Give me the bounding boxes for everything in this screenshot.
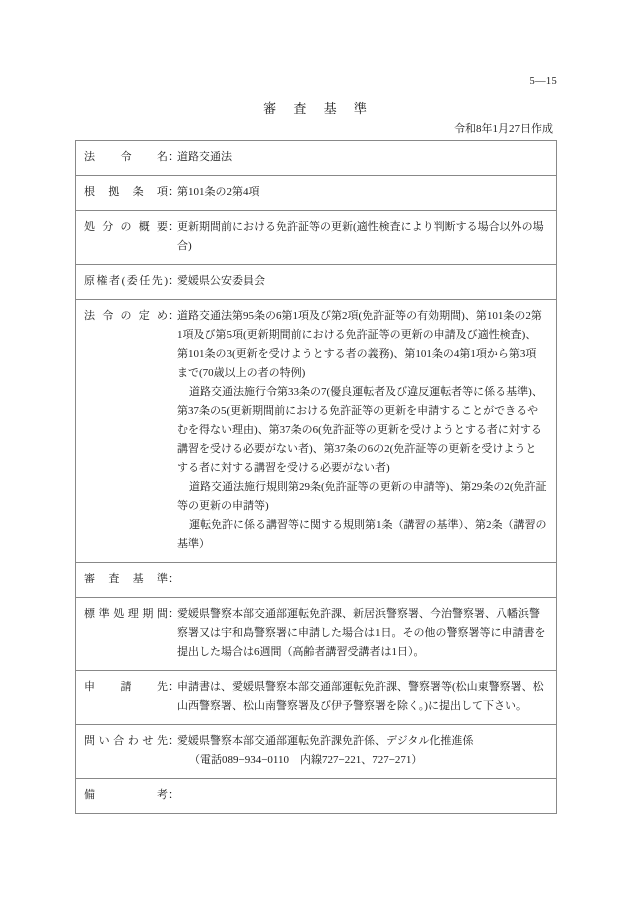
row-colon: ： — [168, 186, 179, 198]
row-label: 法令名 — [84, 151, 168, 163]
row-value — [177, 786, 547, 805]
row-value-paragraph: 運転免許に係る講習等に関する規則第1条（講習の基準）、第2条（講習の基準） — [177, 519, 547, 550]
row-colon: ： — [168, 275, 179, 287]
row-label: 原権者(委任先) — [84, 275, 168, 287]
row-colon: ： — [168, 151, 179, 163]
row-value-paragraph: 愛媛県公安委員会 — [177, 275, 265, 287]
row-value — [177, 218, 547, 256]
row-label: 備考 — [84, 789, 168, 801]
review-standard-table — [75, 140, 557, 814]
row-value-paragraph: 愛媛県警察本部交通部運転免許課、新居浜警察署、今治警察署、八幡浜警察署又は宇和島警察署に申請した場合は1日。その他の警察署等に申請書を提出した場合は6週間（高齢者講習受講者は1日）。 — [177, 608, 546, 658]
row-value — [177, 183, 547, 202]
row-value — [177, 272, 547, 291]
row-value-paragraph: 更新期間前における免許証等の更新(適性検査により判断する場合以外の場合) — [177, 221, 544, 252]
row-value-paragraph: 愛媛県警察本部交通部運転免許課免許係、デジタル化推進係 — [177, 735, 474, 747]
row-value-paragraph: 道路交通法施行令第33条の7(優良運転者及び違反運転者等に係る基準)、第37条の5(更新期間前における免許証等の更新を申請することができるやむを得ない理由)、第37条の6(免許証等の更新を受けようとする者に対する講習を受ける必要がない者)、第37条の6の2(免許証等の更新を受けようとする者に対する講習を受ける必要がない者) — [177, 386, 543, 474]
table-row — [76, 211, 556, 265]
document-date: 令和8年1月27日作成 — [454, 123, 553, 135]
table-row — [76, 725, 556, 779]
row-value-paragraph: 第101条の2第4項 — [177, 186, 260, 198]
row-value — [177, 732, 547, 770]
table-row — [76, 671, 556, 725]
row-label: 処分の概要 — [84, 221, 168, 233]
table-row — [76, 598, 556, 671]
row-colon: ： — [168, 608, 179, 620]
table-row — [76, 176, 556, 211]
row-colon: ： — [168, 573, 179, 585]
row-value-paragraph: 道路交通法第95条の6第1項及び第2項(免許証等の有効期間)、第101条の2第1項及び第5項(更新期間前における免許証等の更新の申請及び適性検査)、第101条の3(更新を受けようとする者の義務)、第101条の4第1項から第3項まで(70歳以上の者の特例) — [177, 310, 542, 379]
row-colon: ： — [168, 221, 179, 233]
row-value-paragraph: 申請書は、愛媛県警察本部交通部運転免許課、警察署等(松山東警察署、松山西警察署、松山南警察署及び伊予警察署を除く。)に提出して下さい。 — [177, 681, 544, 712]
row-colon: ： — [168, 681, 179, 693]
row-value — [177, 570, 547, 589]
page-title: 審 査 基 準 — [263, 101, 374, 116]
row-label: 法令の定め — [84, 310, 168, 322]
row-value — [177, 605, 547, 662]
row-value-paragraph: （電話089−934−0110 内線727−221、727−271） — [189, 754, 423, 766]
page-number: 5—15 — [529, 76, 557, 87]
row-label: 申請先 — [84, 681, 168, 693]
table-row — [76, 563, 556, 598]
row-value — [177, 148, 547, 167]
row-value — [177, 678, 547, 716]
table-row — [76, 265, 556, 300]
row-label: 審査基準 — [84, 573, 168, 585]
row-value — [177, 307, 547, 554]
table-row — [76, 300, 556, 563]
table-row — [76, 141, 556, 176]
row-colon: ： — [168, 310, 179, 322]
row-colon: ： — [168, 735, 179, 747]
row-value-paragraph: 道路交通法施行規則第29条(免許証等の更新の申請等)、第29条の2(免許証等の更新の申請等) — [177, 481, 547, 512]
row-label: 根拠条項 — [84, 186, 168, 198]
row-label: 標準処理期間 — [84, 608, 168, 620]
row-colon: ： — [168, 789, 179, 801]
row-value-paragraph: 道路交通法 — [177, 151, 232, 163]
table-row — [76, 779, 556, 813]
row-label: 問い合わせ先 — [84, 735, 168, 747]
